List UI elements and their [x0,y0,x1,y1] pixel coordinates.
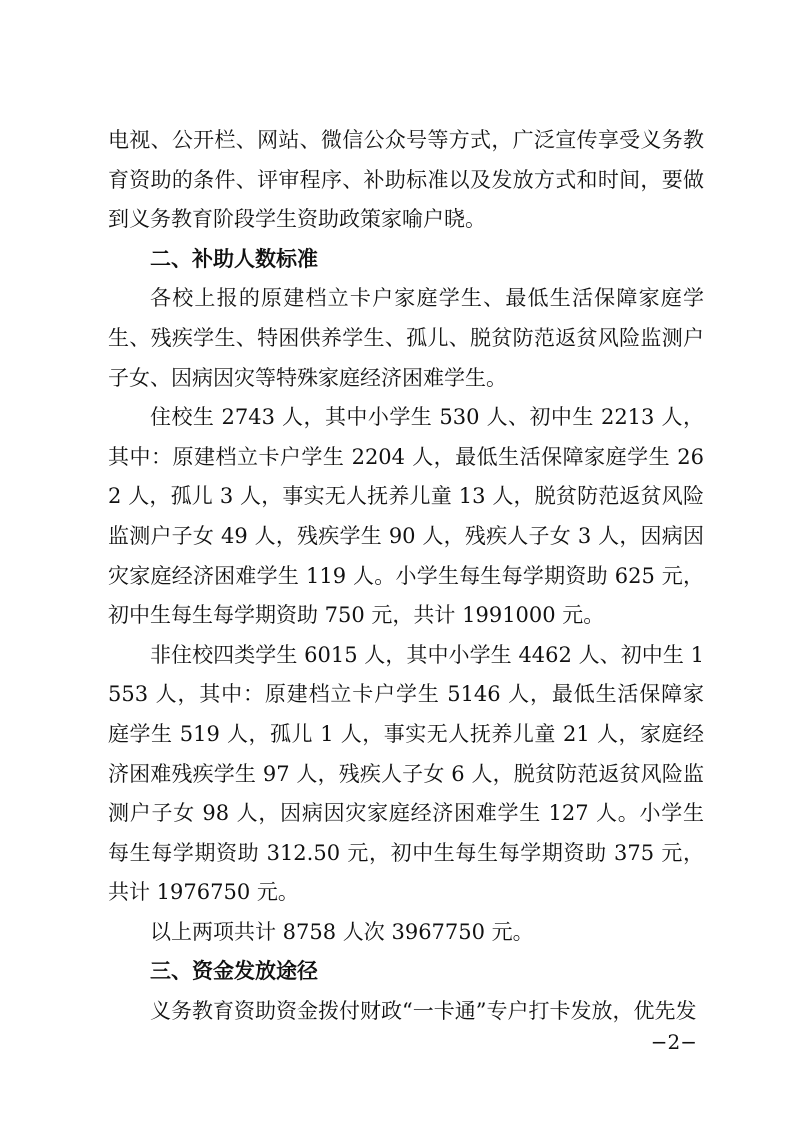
section-heading-subsidy-standard: 二、补助人数标准 [150,246,318,271]
paragraph-total: 以上两项共计 8758 人次 3967750 元。 [150,919,534,944]
paragraph-disbursement: 义务教育资助资金拨付财政“一卡通”专户打卡发放，优先发 [150,999,697,1024]
paragraph-nonboarding-students: 非住校四类学生 6015 人，其中小学生 4462 人、初中生 1553 人，其中：原建档立卡户学生 5146 人，最低生活保障家庭学生 519 人，孤儿 1 人，事实无人抚养儿童 21 人，家庭经济困难残疾学生 97 人，残疾人子女 6 人，脱贫防范返贫风险监测户子女 98 人，因病因灾家庭经济困难学生 127 人。小学生每生每学期资助 312.50 元，初中生每生每学期资助 375 元，共计 1976750 元。 [108,642,704,905]
section-heading-disbursement: 三、资金发放途径 [150,959,318,984]
page-number: −2− [650,1030,697,1054]
paragraph-eligible-students: 各校上报的原建档立卡户家庭学生、最低生活保障家庭学生、残疾学生、特困供养学生、孤儿、脱贫防范返贫风险监测户子女、因病因灾等特殊家庭经济困难学生。 [108,286,704,390]
paragraph-publicity: 电视、公开栏、网站、微信公众号等方式，广泛宣传享受义务教育资助的条件、评审程序、补助标准以及发放方式和时间，要做到义务教育阶段学生资助政策家喻户晓。 [108,128,704,232]
document-body [108,121,704,1032]
paragraph-boarding-students: 住校生 2743 人，其中小学生 530 人、初中生 2213 人，其中：原建档立卡户学生 2204 人，最低生活保障家庭学生 262 人，孤儿 3 人，事实无人抚养儿童 13 人，脱贫防范返贫风险监测户子女 49 人，残疾学生 90 人，残疾人子女 3 人，因病因灾家庭经济困难学生 119 人。小学生每生每学期资助 625 元，初中生每生每学期资助 750 元，共计 1991000 元。 [108,405,704,628]
